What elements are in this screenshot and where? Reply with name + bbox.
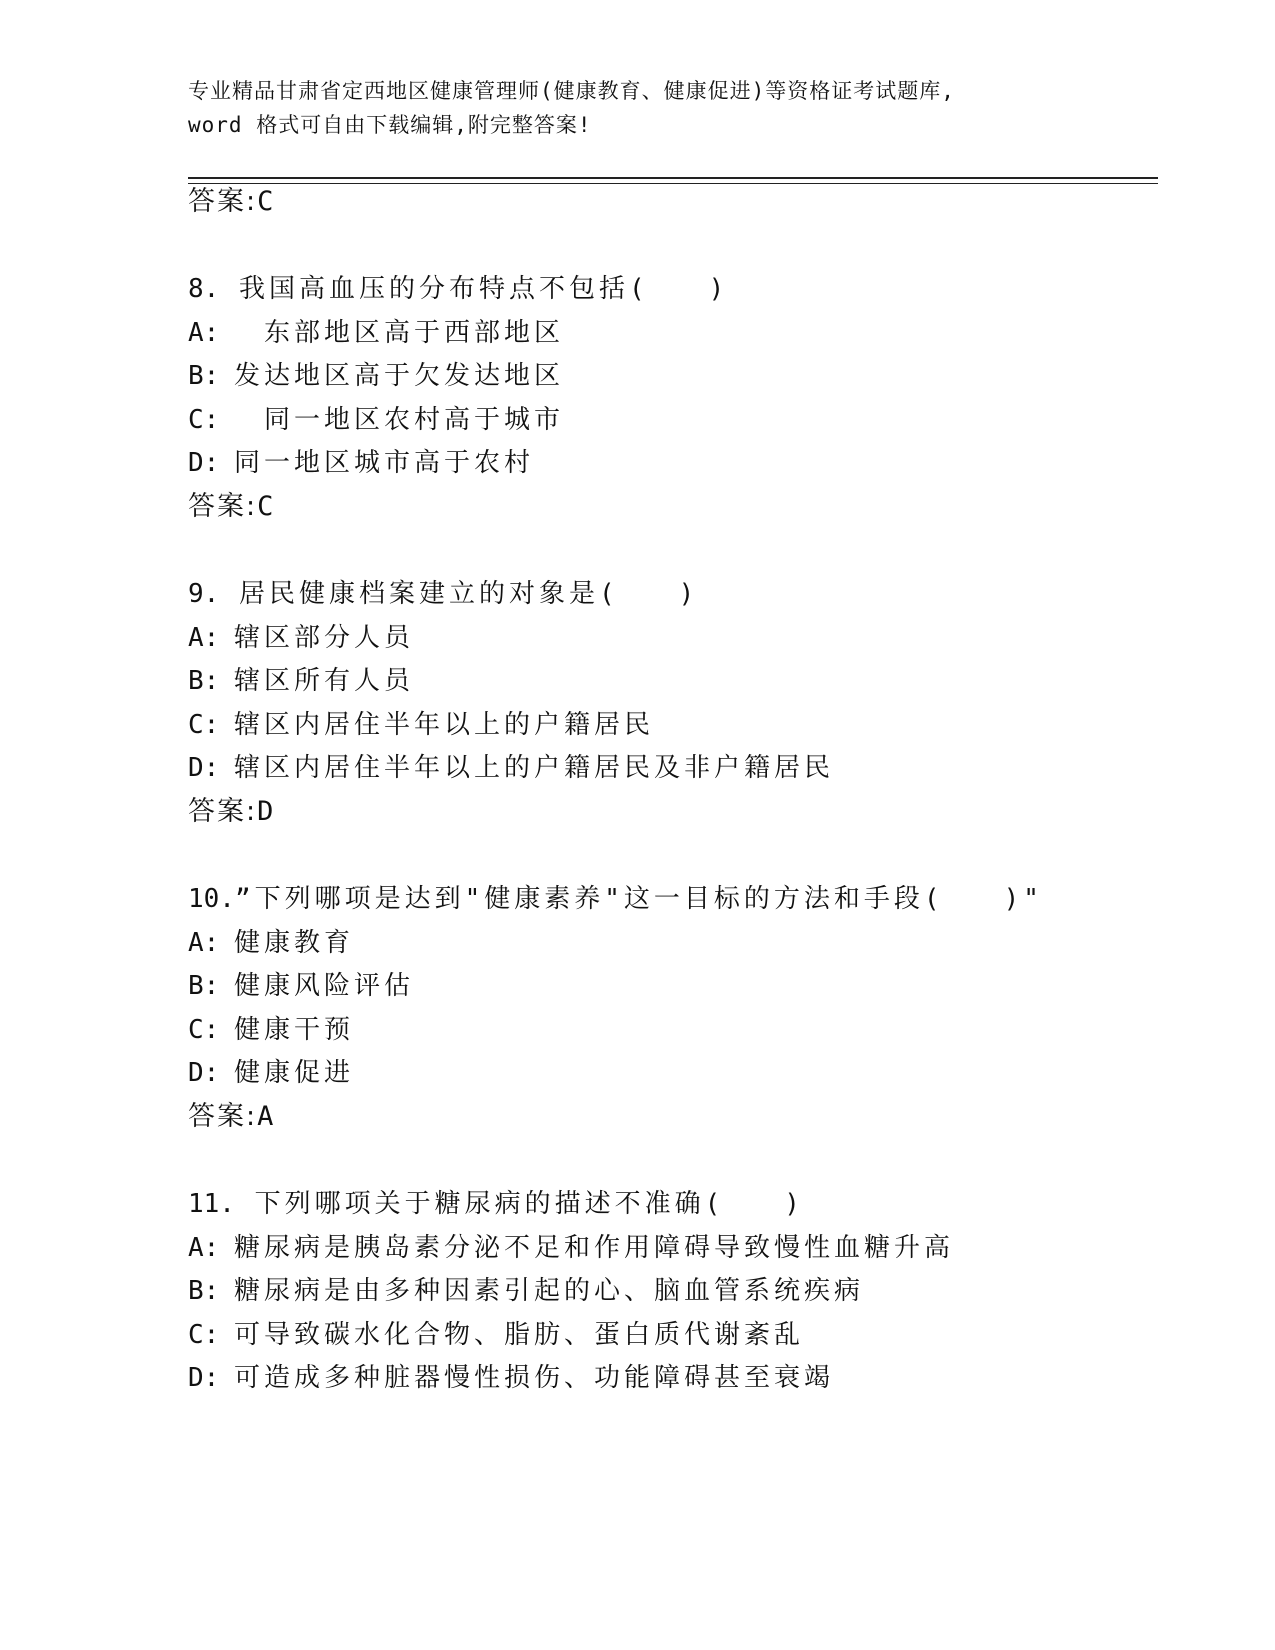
answer-value: D xyxy=(257,796,275,827)
question-10-answer xyxy=(188,1099,274,1135)
answer-value: C xyxy=(257,491,275,522)
option-text: 发达地区高于欠发达地区 xyxy=(234,361,565,391)
answer-label: 答案: xyxy=(188,491,258,522)
question-10-option-d xyxy=(188,1055,354,1091)
option-text: 糖尿病是胰岛素分泌不足和作用障碍导致慢性血糖升高 xyxy=(234,1233,955,1263)
answer-label: 答案: xyxy=(188,1101,258,1132)
question-9-stem xyxy=(188,576,698,612)
question-8-answer xyxy=(188,489,274,525)
question-11-stem xyxy=(188,1186,804,1222)
answer-label: 答案: xyxy=(188,186,258,217)
option-letter: A: xyxy=(188,623,220,653)
option-letter: C: xyxy=(188,1320,220,1350)
header-divider-thin xyxy=(188,183,1158,184)
question-11-option-a xyxy=(188,1230,954,1266)
answer-previous xyxy=(188,184,274,220)
option-text: 辖区所有人员 xyxy=(234,666,415,696)
question-text: ”下列哪项是达到"健康素养"这一目标的方法和手段( )" xyxy=(234,884,1043,914)
question-10-option-c xyxy=(188,1012,354,1048)
option-text: 健康教育 xyxy=(234,928,355,958)
question-8-option-a xyxy=(188,315,564,351)
question-10-option-b xyxy=(188,968,414,1004)
header-divider-thick xyxy=(188,177,1158,179)
question-11-option-b xyxy=(188,1273,864,1309)
option-letter: A: xyxy=(188,928,220,958)
option-text: 辖区内居住半年以上的户籍居民及非户籍居民 xyxy=(234,753,835,783)
option-text: 健康风险评估 xyxy=(234,971,415,1001)
option-text: 糖尿病是由多种因素引起的心、脑血管系统疾病 xyxy=(234,1276,865,1306)
option-text: 可导致碳水化合物、脂肪、蛋白质代谢紊乱 xyxy=(234,1320,805,1350)
question-10-option-a xyxy=(188,925,354,961)
question-text: 居民健康档案建立的对象是( ) xyxy=(238,579,699,609)
answer-value: C xyxy=(257,186,275,217)
option-letter: C: xyxy=(188,405,220,435)
option-letter: A: xyxy=(188,318,220,348)
option-letter: D: xyxy=(188,1058,220,1088)
question-number: 9. xyxy=(188,579,220,609)
option-letter: B: xyxy=(188,361,220,391)
option-letter: C: xyxy=(188,1015,220,1045)
question-8-option-b xyxy=(188,358,564,394)
option-text: 东部地区高于西部地区 xyxy=(234,318,565,348)
question-9-option-d xyxy=(188,750,834,786)
question-number: 11. xyxy=(188,1189,235,1219)
option-text: 健康干预 xyxy=(234,1015,355,1045)
document-header xyxy=(188,74,1088,142)
question-11-option-c xyxy=(188,1317,804,1353)
option-letter: D: xyxy=(188,753,220,783)
option-text: 同一地区农村高于城市 xyxy=(234,405,565,435)
option-text: 可造成多种脏器慢性损伤、功能障碍甚至衰竭 xyxy=(234,1363,835,1393)
question-8-option-c xyxy=(188,402,564,438)
option-letter: A: xyxy=(188,1233,220,1263)
option-letter: B: xyxy=(188,666,220,696)
option-text: 辖区部分人员 xyxy=(234,623,415,653)
question-text: 我国高血压的分布特点不包括( ) xyxy=(238,274,729,304)
option-letter: B: xyxy=(188,971,220,1001)
header-line-2: word 格式可自由下载编辑,附完整答案! xyxy=(188,113,592,137)
option-text: 同一地区城市高于农村 xyxy=(234,448,535,478)
option-letter: D: xyxy=(188,448,220,478)
question-8-option-d xyxy=(188,445,534,481)
option-text: 辖区内居住半年以上的户籍居民 xyxy=(234,710,655,740)
question-number: 10. xyxy=(188,884,235,914)
question-number: 8. xyxy=(188,274,220,304)
question-10-stem xyxy=(188,881,1043,917)
header-line-1: 专业精品甘肃省定西地区健康管理师(健康教育、健康促进)等资格证考试题库, xyxy=(188,79,955,103)
option-letter: C: xyxy=(188,710,220,740)
option-letter: D: xyxy=(188,1363,220,1393)
question-11-option-d xyxy=(188,1360,834,1396)
question-8-stem xyxy=(188,271,728,307)
option-letter: B: xyxy=(188,1276,220,1306)
question-9-option-b xyxy=(188,663,414,699)
question-text: 下列哪项关于糖尿病的描述不准确( ) xyxy=(234,1189,804,1219)
option-text: 健康促进 xyxy=(234,1058,355,1088)
answer-value: A xyxy=(257,1101,275,1132)
question-9-option-a xyxy=(188,620,414,656)
answer-label: 答案: xyxy=(188,796,258,827)
question-9-option-c xyxy=(188,707,654,743)
question-9-answer xyxy=(188,794,274,830)
